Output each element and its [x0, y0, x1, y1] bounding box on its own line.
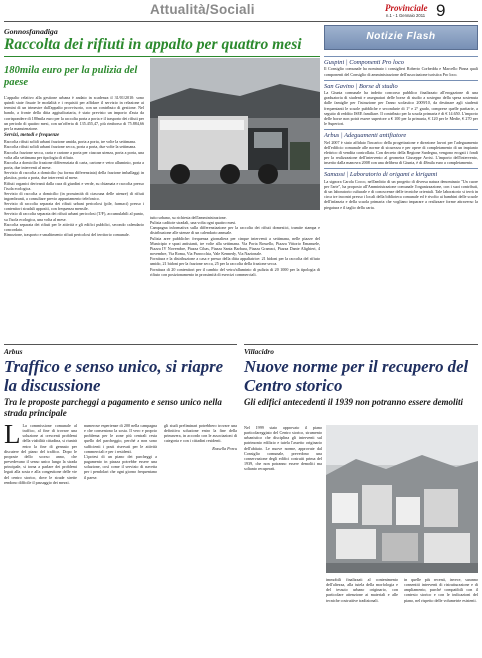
- article-historic-center: [244, 344, 478, 654]
- services-heading: Servizi, metodi e frequenze: [4, 133, 60, 139]
- service-item: Raccolta separata dei rifiuti per le attività e gli edifici pubblici, secondo calendario concordato.: [4, 221, 144, 232]
- article-paragraph: L La commissione comunale al traffico, al fine di trovare una soluzione ai crescenti problemi della viabilità cittadina, si riunirà entro la fine di gennaio per discutere del piano del traffico. Dopo le proposte dello scorso anno, che prevedevano il senso unico lungo la strada principale, si torna a parlare dei problemi legati alla sosta e alla congestione delle vie del centro storico, dove le strade strette rendono difficile il passaggio dei mezzi.: [4, 419, 77, 485]
- article-headline: Traffico e senso unico, si riapre la discussione: [4, 357, 224, 395]
- article-paragraph: gli studi preliminari potrebbero trovare una definitiva soluzione entro la fine della primavera, in accordo con le associazioni di categoria e con i cittadini residenti.: [164, 423, 237, 444]
- page-number: 9: [436, 1, 446, 20]
- service-item: Servizio di raccolta separata dei rifiuti urbani pericolosi (T/F), accumulabili al punto, su l'isola ecologica, una volta al mese.: [4, 211, 144, 222]
- article-subtitle: 180mila euro per la pulizia del paese: [4, 65, 138, 88]
- article-location: Villacidro: [244, 347, 274, 356]
- news-flash-text: Il Consiglio comunale ha nominato i consiglieri Roberto Corbeddu e Marcello Pinna quali componenti del Consiglio di amministrazione dell'associazione turistica Pro loco.: [324, 66, 478, 77]
- article-traffic: [4, 344, 237, 654]
- news-flash-item: [324, 56, 478, 77]
- news-flash-heading: Samassi | Laboratorio di origami e kirigami: [324, 171, 438, 179]
- header-rule: [4, 21, 478, 22]
- news-flash-heading: Arbus | Adeguamenti antifiatore: [324, 132, 407, 140]
- news-flash-item: [324, 129, 478, 165]
- column-paragraph: Pulizia caditoie stradali, una volta ogni quattro mesi.: [150, 220, 237, 226]
- column-paragraph: Fornitura di 20 contenitori per il cambio del vetro/alluminio di pulizia di 20 1000 per la tipologia di rifiuto con posizionamento in prossimità di esercizi commerciali.: [150, 266, 320, 277]
- publication-logo: Provinciale: [385, 3, 428, 13]
- article-paragraph: L'ipotesi di un piano dei parcheggi a pagamento in piazza potrebbe essere una soluzione, così come il servizio di navetta per i pendolari che ogni giorno frequentano il paese.: [84, 453, 157, 480]
- article-column-3: [404, 577, 478, 603]
- article-intro: L'appalto relativo alla gestione urbana è andato in scadenza il 31/01/2010: sono quindi state fissate le modalità e i requisiti per affidare il servizio in relazione ai termini di un trimestre dall'appalto provvisorio, con un contributo di gestione. Nel bando, a fronte della ditta aggiudicataria, è stato previsto un importo d'asta da corrispondere di 180mila euro per la raccolta porta a porta e il trasporto dei rifiuti per un periodo di quattro mesi, con un'offerta di 135.455,47, più rimborso di 75.884,66 per la manutenzione.: [4, 95, 144, 131]
- news-flash-text: La Giunta comunale ha indetto concorso pubblico finalizzato all'erogazione di una graduatoria di studenti e assegnatari delle borse di studio a sostegno della spesa sostenuta dalle famiglie per l'istruzione per l'anno scolastico 2009/10, da destinare agli studenti frequentanti le scuole pubbliche e secondarie di 1° e 2° grado, comprese quelle paritarie, a seguito di reddito ISEE familiare. Il contributo per la scuola primaria è di € 14.650. L'importo delle borse non potrà essere superiore a € 100 per la primaria, € 120 per le Medie, € 270 per le Superiori.: [324, 90, 478, 127]
- service-item: Servizio di raccolta a domicilio (su forma differenziata) della frazione imballaggi in plastica, porta a porta, due interventi al mese.: [4, 170, 144, 181]
- article-paragraph: numerose esperienze di 200 nella campagna e che consentono la sosta. Il vero e proprio problema per le zone più centrali resta quello del parcheggio, perché a non sono sufficienti i posti riservati per le attività commerciali e per i residenti.: [84, 423, 157, 454]
- page-section-title: Attualità/Sociali: [150, 2, 255, 17]
- news-flash-text: La signora Carola Cocco, nell'ambito di un progetto di diversa natura denominato "Un cuore per l'arte", ha proposto all'Amministrazione comunale l'organizzazione, con i suoi contributi, di un laboratorio culturale e di conoscenze delle tecniche orientali. Tale laboratorio si terrà in circa tre incontri presso i locali della biblioteca comunale ed è rivolto ai bambini delle scuole dell'infanzia e della scuola primaria che vogliano imparare a realizzare forme attraverso la piegatura e il taglio della carta.: [324, 178, 478, 210]
- issue-date: n.1 - 1 Gennaio 2011: [386, 13, 426, 18]
- drop-cap: L: [4, 419, 21, 449]
- article-subtitle: Tra le proposte parcheggi a pagamento e senso unico nella strada principale: [4, 397, 222, 418]
- service-item: Servizio di raccolta a domicilio (in prossimità di ciascuna delle utenze) di rifiuti ingombranti, a consultare previo appuntamento telefonico.: [4, 190, 144, 202]
- photo-town-view: [326, 425, 478, 573]
- article-headline: Raccolta dei rifiuti in appalto per quattro mesi: [4, 36, 302, 53]
- article-column-1: [4, 95, 144, 237]
- news-flash-list: [324, 56, 478, 213]
- article-paragraph: Nel 1999 stato approvato il piano particolareggiato del Centro storico, strumento urbanistico che disciplina gli interventi sul patrimonio edilizio e tutela l'assetto originario dell'abitato. Le nuove norme, approvate dal Consiglio comunale, prevedono una conservazione degli edifici costruiti prima del 1939, che non potranno essere demoliti ma soltanto recuperati.: [244, 425, 322, 472]
- article-column-1: [4, 419, 77, 485]
- news-flash-banner: [324, 25, 478, 50]
- service-item: Raccolta rifiuti solidi urbani frazione umida, porta a porta, tre volte la settimana.: [4, 139, 136, 145]
- service-item: Raccolta a domicilio frazione differenziata di carta, cartone e vetro alluminio, porta a porta, due interventi al mese.: [4, 159, 144, 171]
- article-paragraph: in quelle più recenti, invece, saranno consentiti interventi di ristrutturazione e di ampliamento, purché compatibili con il contesto storico e con le indicazioni del piano, nel rispetto delle volumetrie esistenti.: [404, 577, 478, 603]
- service-item: Raccolta frazione secca, carta e cartone a porta per ciascun utenza, porta a porta, una volta alla settimana per tipologia di rifiuto.: [4, 149, 144, 160]
- article-headline: Nuove norme per il recupero del Centro storico: [244, 357, 469, 395]
- column-paragraph: Campagna informativa sulla differenziazione per la raccolta dei rifiuti domestici, tramite stampa e distribuzione alle utenze di un calendario annuale.: [150, 225, 320, 236]
- news-flash-item: [324, 168, 478, 209]
- news-flash-title: Notizie Flash: [366, 31, 436, 42]
- page-header: [0, 0, 482, 22]
- service-item: Servizio di raccolta separata dei rifiuti urbani pericolosi (pile, farmaci) presso i contenitori stradali appositi, con frequenza mensile.: [4, 201, 144, 212]
- service-item: Rifiuti organici derivanti dalla cura di giardini e verde, su chiamata e raccolta presso l'isola ecologica.: [4, 180, 144, 191]
- article-paragraph: immobili finalizzati al contenimento dell'altezza, alla tutela della morfologia e del tessuto urbano originario, con particolare attenzione ai materiali e alle tecniche costruttive tradizionali.: [326, 577, 398, 603]
- news-flash-heading: Guspini | Componenti Pro loco: [324, 59, 404, 66]
- news-flash-text: Nel 2007 è stato affidato l'incarico della progettazione e direzione lavori per l'adeguamento dell'edificio comunale alle norme di sicurezza e per opere di completamento di un impianto elettrico di vendita controllata. Con decreto della Regione Sardegna, vengono erogati i fondi per la realizzazione dell'intervento al geometra Giuseppe Arrisi. L'importo dell'intervento, inserito dalla manovra 2008 con una delibera di Giunta, è di 48mila euro a completamento.: [324, 139, 478, 166]
- news-flash-item: [324, 80, 478, 127]
- service-item: Raccolta rifiuti solidi urbani frazione secca, porta a porta, due volte la settimana.: [4, 144, 137, 150]
- article-column-2: [326, 577, 398, 603]
- column-paragraph: Pulizia aree pubbliche: frequenza giornaliera per cinque interventi a settimana, nelle piazze del Municipio e spazi antistanti, tre volte alla settimana. Via Porta Rossello, Piazza Vittorio Emanuele, Piazza IV Novembre, Piazza Cibas, Piazza Santa Barbara, Piazza Gramsci, Piazza Dante Alighieri, 4 novembre, Via Roma, Via Parrocchia, Vale Kennedy, Via Nazionale.: [150, 235, 320, 257]
- news-flash-heading: San Gavino | Borse di studio: [324, 82, 398, 90]
- article-column-3: [164, 423, 237, 451]
- photo-waste-truck: [150, 58, 320, 210]
- article-column-2: [84, 423, 157, 480]
- article-location: Arbus: [4, 347, 23, 356]
- column-paragraph: Fornitura e la distribuzione a casa e presso della ditta appaltatrice: 21 bidoni per la raccolta del rifiuto umido, 21 bidoni per la frazione secca, 25 per la raccolta della frazione secca.: [150, 256, 320, 267]
- article-author: Rossella Porcu: [212, 445, 237, 451]
- column-paragraph: tutto urbano, su richiesta dell'amministrazione.: [150, 215, 227, 220]
- article-location: Gonnosfanadiga: [4, 27, 58, 36]
- article-subtitle: Gli edifici antecedenti il 1939 non potranno essere demoliti: [244, 397, 463, 407]
- article-column-2: [150, 215, 320, 277]
- article-waste-collection: [4, 25, 320, 343]
- service-item: Rimozione, trasporto e smaltimento rifiuti pericolosi del territorio comunale.: [4, 232, 130, 238]
- article-column-1: [244, 425, 322, 471]
- news-flash-column: [324, 25, 478, 343]
- headline-rule: [4, 56, 320, 57]
